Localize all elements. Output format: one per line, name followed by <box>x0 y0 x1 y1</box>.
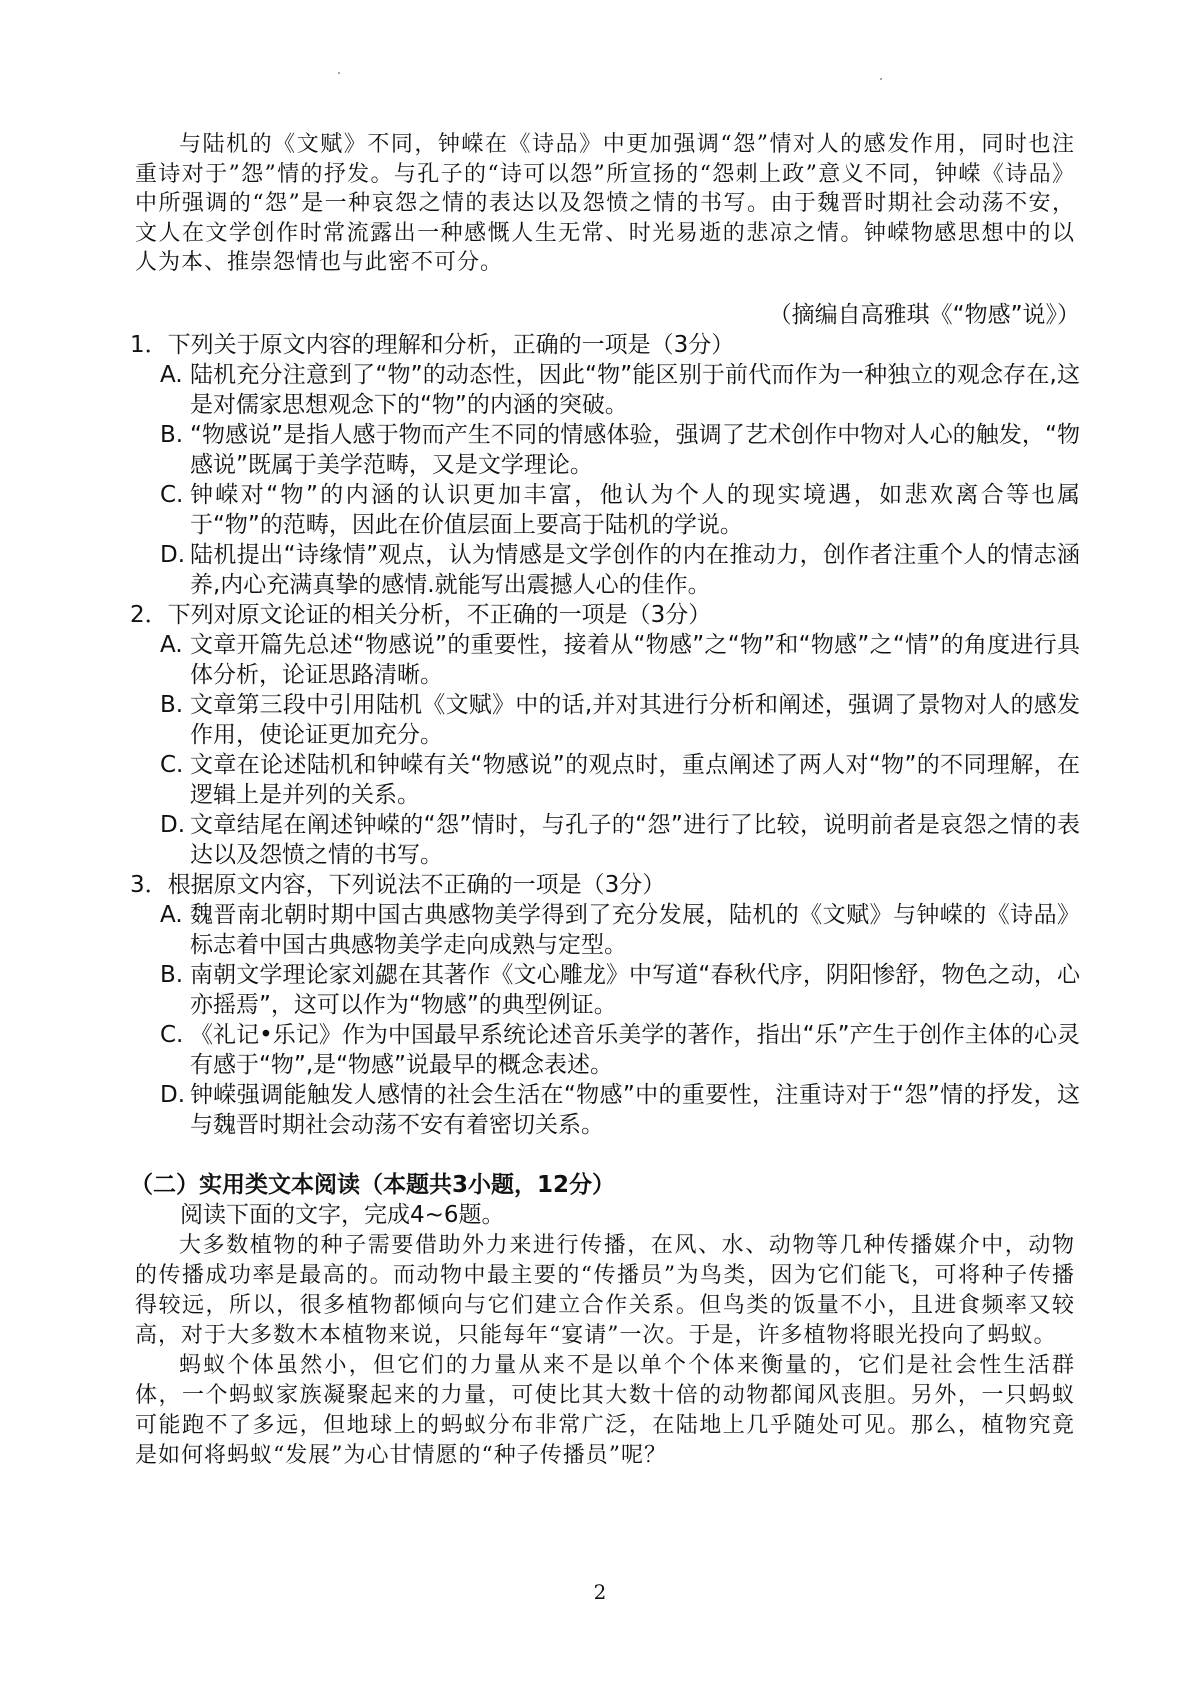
option-text: “物感说”是指人感于物而产生不同的情感体验，强调了艺术创作中物对人心的触发，“物感说”既属于美学范畴，又是文学理论。 <box>190 422 1080 478</box>
question-3 <box>130 870 1080 1140</box>
question-list <box>130 330 1080 1140</box>
option-text: 南朝文学理论家刘勰在其著作《文心雕龙》中写道“春秋代序，阴阳惨舒，物色之动，心亦摇焉”，这可以作为“物感”的典型例证。 <box>190 962 1080 1018</box>
option-text: 魏晋南北朝时期中国古典感物美学得到了充分发展，陆机的《文赋》与钟嵘的《诗品》标志着中国古典感物美学走向成熟与定型。 <box>190 902 1080 958</box>
passage-paragraph: 大多数植物的种子需要借助外力来进行传播，在风、水、动物等几种传播媒介中，动物的传播成功率是最高的。而动物中最主要的“传播员”为鸟类，因为它们能飞，可将种子传播得较远，所以，很多植物都倾向与它们建立合作关系。但鸟类的饭量不小，且进食频率又较高，对于大多数木本植物来说，只能每年“宴请”一次。于是，许多植物将眼光投向了蚂蚁。 <box>135 1233 1075 1348</box>
option-a <box>130 630 1080 690</box>
option-letter: A. <box>160 902 183 928</box>
option-text: 钟嵘对“物”的内涵的认识更加丰富，他认为个人的现实境遇，如悲欢离合等也属于“物”的范畴，因此在价值层面上要高于陆机的学说。 <box>190 482 1080 538</box>
option-d <box>130 1080 1080 1140</box>
option-b <box>130 690 1080 750</box>
option-text: 钟嵘强调能触发人感情的社会生活在“物感”中的重要性，注重诗对于“怨”情的抒发，这与魏晋时期社会动荡不安有着密切关系。 <box>190 1082 1080 1138</box>
option-a <box>130 360 1080 420</box>
option-text: 陆机提出“诗缘情”观点，认为情感是文学创作的内在推动力，创作者注重个人的情志涵养,内心充满真挚的感情.就能写出震撼人心的佳作。 <box>190 542 1080 598</box>
section-instruction: 阅读下面的文字，完成4~6题。 <box>180 1202 505 1228</box>
question-1 <box>130 330 1080 600</box>
passage-paragraph: 与陆机的《文赋》不同，钟嵘在《诗品》中更加强调“怨”情对人的感发作用，同时也注重诗对于”怨”情的抒发。与孔子的“诗可以怨”所宣扬的“怨刺上政”意义不同，钟嵘《诗品》中所强调的“怨”是一种哀怨之情的表达以及怨愤之情的书写。由于魏晋时期社会动荡不安，文人在文学创作时常流露出一种感慨人生无常、时光易逝的悲凉之情。钟嵘物感思想中的以人为本、推崇怨情也与此密不可分。 <box>135 132 1075 276</box>
option-c <box>130 750 1080 810</box>
option-letter: B. <box>160 962 184 988</box>
option-letter: D. <box>160 542 186 568</box>
option-letter: C. <box>160 1022 184 1048</box>
scan-speck <box>880 78 882 80</box>
option-b <box>130 420 1080 480</box>
option-a <box>130 900 1080 960</box>
option-c <box>130 480 1080 540</box>
question-stem: 2．下列对原文论证的相关分析，不正确的一项是（3分） <box>130 602 712 628</box>
passage-source: （摘编自高雅琪《“物感”说》） <box>768 302 1080 328</box>
option-letter: D. <box>160 1082 186 1108</box>
option-text: 文章结尾在阐述钟嵘的“怨”情时，与孔子的“怨”进行了比较，说明前者是哀怨之情的表达以及怨愤之情的书写。 <box>190 812 1080 868</box>
page-number: 2 <box>593 1580 607 1604</box>
reading-passage-1 <box>135 130 1075 278</box>
option-d <box>130 810 1080 870</box>
option-text: 陆机充分注意到了“物”的动态性，因此“物”能区别于前代而作为一种独立的观念存在,这是对儒家思想观念下的“物”的内涵的突破。 <box>190 362 1080 418</box>
question-2 <box>130 600 1080 870</box>
option-letter: C. <box>160 482 184 508</box>
option-letter: A. <box>160 362 183 388</box>
scan-speck <box>338 72 340 74</box>
question-stem: 3．根据原文内容，下列说法不正确的一项是（3分） <box>130 872 666 898</box>
passage-paragraph: 蚂蚁个体虽然小，但它们的力量从来不是以单个个体来衡量的，它们是社会性生活群体，一个蚂蚁家族凝聚起来的力量，可使比其大数十倍的动物都闻风丧胆。另外，一只蚂蚁可能跑不了多远，但地球上的蚂蚁分布非常广泛，在陆地上几乎随处可见。那么，植物究竟是如何将蚂蚁“发展”为心甘情愿的“种子传播员”呢？ <box>135 1353 1075 1468</box>
reading-passage-2 <box>135 1231 1075 1471</box>
option-text: 文章在论述陆机和钟嵘有关“物感说”的观点时，重点阐述了两人对“物”的不同理解，在逻辑上是并列的关系。 <box>190 752 1080 808</box>
section-heading: （二）实用类文本阅读（本题共3小题，12分） <box>130 1172 616 1198</box>
option-c <box>130 1020 1080 1080</box>
option-letter: A. <box>160 632 183 658</box>
option-d <box>130 540 1080 600</box>
option-text: 文章开篇先总述“物感说”的重要性，接着从“物感”之“物”和“物感”之“情”的角度进行具体分析，论证思路清晰。 <box>190 632 1080 688</box>
option-letter: C. <box>160 752 184 778</box>
option-letter: D. <box>160 812 186 838</box>
option-letter: B. <box>160 692 184 718</box>
question-stem: 1．下列关于原文内容的理解和分析，正确的一项是（3分） <box>130 332 735 358</box>
option-text: 《礼记•乐记》作为中国最早系统论述音乐美学的著作，指出“乐”产生于创作主体的心灵有感于“物”,是“物感”说最早的概念表述。 <box>190 1022 1080 1078</box>
option-b <box>130 960 1080 1020</box>
option-text: 文章第三段中引用陆机《文赋》中的话,并对其进行分析和阐述，强调了景物对人的感发作用，使论证更加充分。 <box>190 692 1080 748</box>
option-letter: B. <box>160 422 184 448</box>
